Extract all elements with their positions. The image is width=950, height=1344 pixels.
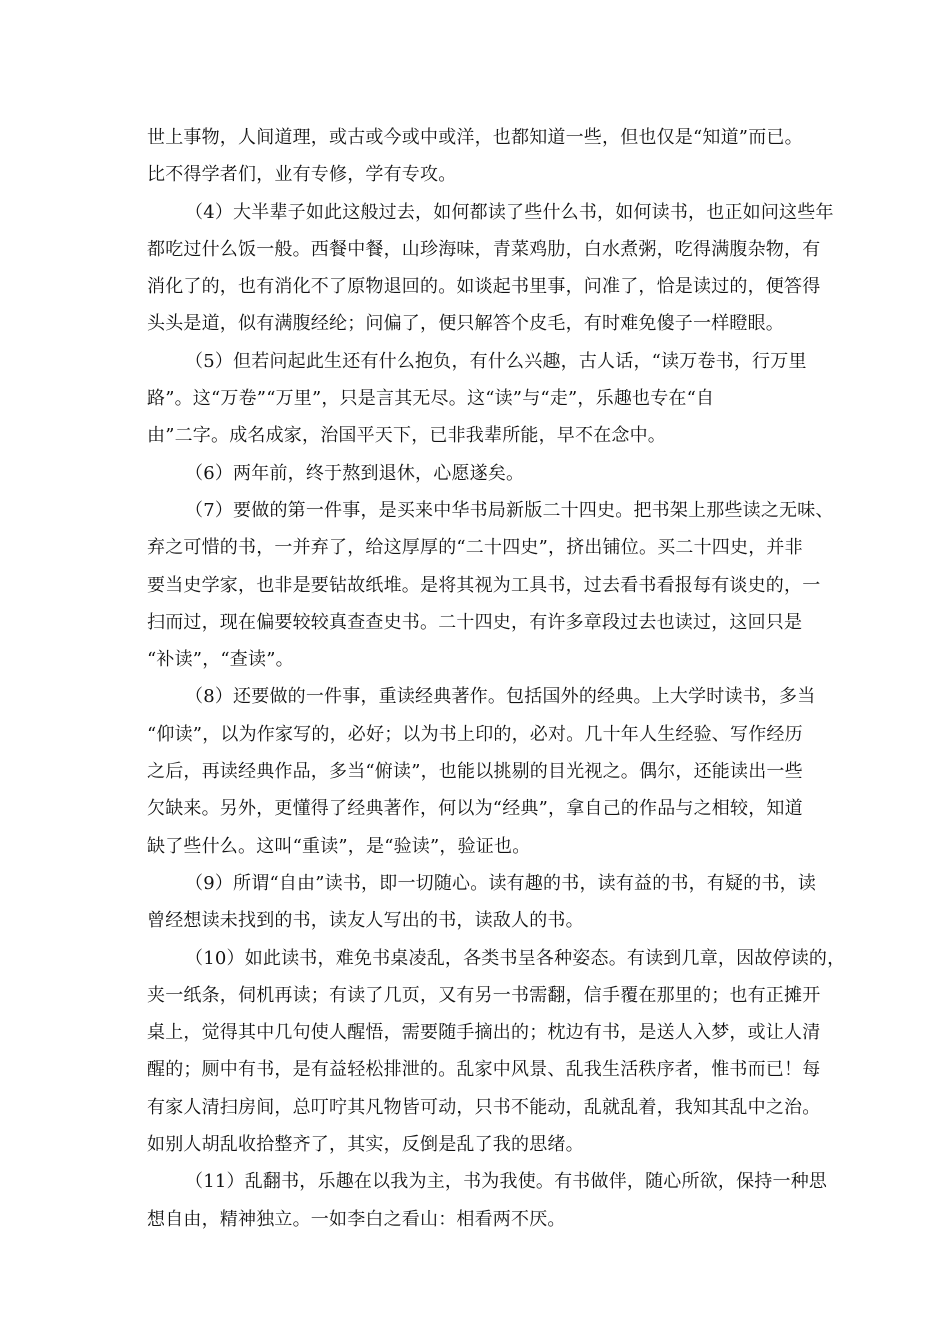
text-line: “仰读”，以为作家写的，必好；以为书上印的，必对。几十年人生经验、写作经历 — [147, 723, 803, 745]
text-line: 之后，再读经典作品，多当“俯读”，也能以挑剔的目光视之。偶尔，还能读出一些 — [147, 761, 803, 783]
paragraph-first-line: （11）乱翻书，乐趣在以我为主，书为我使。有书做伴，随心所欲，保持一种思 — [185, 1171, 828, 1193]
text-line: 如别人胡乱收拾整齐了，其实，反倒是乱了我的思绪。 — [147, 1134, 584, 1156]
text-line: “补读”，“查读”。 — [147, 649, 294, 671]
text-line: 缺了些什么。这叫“重读”，是“验读”，验证也。 — [147, 835, 531, 857]
text-line: 醒的；厕中有书，是有益轻松排泄的。乱家中风景、乱我生活秩序者，惟书而已！每 — [147, 1059, 821, 1081]
paragraph-first-line: （9）所谓“自由”读书，即一切随心。读有趣的书，读有益的书，有疑的书，读 — [185, 872, 817, 894]
text-line: 路”。这“万卷”“万里”，只是言其无尽。这“读”与“走”，乐趣也专在“自 — [147, 388, 715, 410]
paragraph-first-line: （6）两年前，终于熬到退休，心愿遂矣。 — [185, 462, 525, 484]
text-line: 世上事物，人间道理，或古或今或中或洋，也都知道一些，但也仅是“知道”而已。 — [147, 127, 803, 148]
text-line: 曾经想读未找到的书，读友人写出的书，读敌人的书。 — [147, 910, 584, 932]
text-line: 夹一纸条，伺机再读；有读了几页，又有另一书需翻，信手覆在那里的；也有正摊开 — [147, 984, 821, 1006]
paragraph-first-line: （4）大半辈子如此这般过去，如何都读了些什么书，如何读书，也正如问这些年 — [185, 201, 834, 223]
text-line: 扫而过，现在偏要较较真查查史书。二十四史，有许多章段过去也读过，这回只是 — [147, 611, 803, 633]
text-line: 消化了的，也有消化不了原物退回的。如谈起书里事，问准了，恰是读过的，便答得 — [147, 276, 821, 298]
text-line: 想自由，精神独立。一如李白之看山：相看两不厌。 — [147, 1208, 566, 1230]
paragraph-first-line: （7）要做的第一件事，是买来中华书局新版二十四史。把书架上那些读之无味、 — [185, 499, 834, 521]
text-line: 头头是道，似有满腹经纶；问偏了，便只解答个皮毛，有时难免傻子一样瞪眼。 — [147, 313, 784, 335]
text-line: 弃之可惜的书，一并弃了，给这厚厚的“二十四史”，挤出铺位。买二十四史，并非 — [147, 537, 803, 559]
paragraph-first-line: （5）但若问起此生还有什么抱负，有什么兴趣，古人话，“读万卷书，行万里 — [185, 350, 807, 372]
paragraph-first-line: （10）如此读书，难免书桌凌乱，各类书呈各种姿态。有读到几章，因故停读的， — [185, 947, 846, 969]
text-line: 由”二字。成名成家，治国平天下，已非我辈所能，早不在念中。 — [147, 425, 666, 447]
text-line: 比不得学者们，业有专修，学有专攻。 — [147, 164, 457, 186]
text-line: 要当史学家，也非是要钻故纸堆。是将其视为工具书，过去看书看报每有谈史的，一 — [147, 574, 821, 596]
text-line: 桌上，觉得其中几句使人醒悟，需要随手摘出的；枕边有书，是送人入梦，或让人清 — [147, 1022, 821, 1044]
text-line: 欠缺来。另外，更懂得了经典著作，何以为“经典”，拿自己的作品与之相较，知道 — [147, 798, 803, 820]
essay-body — [147, 119, 846, 1238]
paragraph-first-line: （8）还要做的一件事，重读经典著作。包括国外的经典。上大学时读书，多当 — [185, 686, 816, 708]
text-line: 有家人清扫房间，总叮咛其凡物皆可动，只书不能动，乱就乱着，我知其乱中之治。 — [147, 1096, 821, 1118]
text-line: 都吃过什么饭一般。西餐中餐，山珍海味，青菜鸡肋，白水煮粥，吃得满腹杂物，有 — [147, 238, 821, 260]
